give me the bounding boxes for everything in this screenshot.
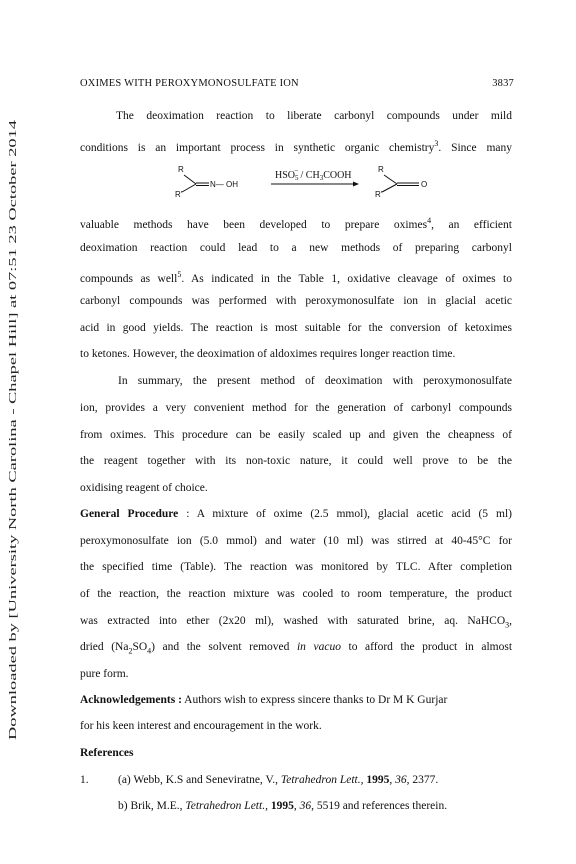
subscript: 4 <box>147 646 152 656</box>
procedure-line-2: peroxymonosulfate ion (5.0 mmol) and water (10 ml) was stirred at 40-45°C for <box>80 535 512 547</box>
ref-year: 1995 <box>267 800 294 812</box>
intro-line-1: The deoximation reaction to liberate carbonyl compounds under mild <box>116 110 512 122</box>
para1-text-3a: compounds as well <box>80 272 178 285</box>
subscript: 2 <box>128 646 133 656</box>
ack-line-2: for his keen interest and encouragement in the work. <box>80 720 322 732</box>
reaction-scheme-svg <box>175 163 435 201</box>
ack-text-1: Authors wish to express sincere thanks to Dr M K Gurjar <box>181 694 448 706</box>
ref-journal: Tetrahedron Lett., <box>280 774 364 786</box>
subscript: 3 <box>505 620 510 630</box>
reference-number: 1. <box>80 774 89 786</box>
procedure-text-5: was extracted into ether (2x20 ml), washed with saturated brine, aq. NaHCO <box>80 615 506 627</box>
para1-line-1 <box>80 213 512 233</box>
procedure-line-6 <box>80 639 512 659</box>
citation-5: 5 <box>177 270 182 279</box>
scheme-r-prime-left: R' <box>175 190 183 199</box>
para1-line-2: deoximation reaction could lead to a new methods of preparing carbonyl <box>80 242 512 254</box>
ref-sep: , <box>389 774 396 786</box>
para1-line-3 <box>80 267 512 287</box>
scheme-r-left: R <box>178 165 184 174</box>
procedure-line-7: pure form. <box>80 668 129 680</box>
ref-authors: b) Brik, M.E., <box>118 800 186 812</box>
download-watermark-svg <box>2 110 22 750</box>
para2-line-5: oxidising reagent of choice. <box>80 482 208 494</box>
procedure-line-1 <box>80 506 512 522</box>
ack-line-1 <box>80 692 512 708</box>
ref-year: 1995 <box>363 774 390 786</box>
para1-text-3b: . As indicated in the Table 1, oxidative cleavage of oximes to <box>181 272 512 285</box>
procedure-line-3: the specified time (Table). The reaction was monitored by TLC. After completion <box>80 561 512 573</box>
bond-rprime-right <box>382 184 397 192</box>
para2-line-4: the reagent together with its non-toxic nature, it could well prove to be the <box>80 455 512 467</box>
para2-line-2: ion, provides a very convenient method for the generation of carbonyl compounds <box>80 402 512 414</box>
scheme-reagent: $HSO_5-$ / $CH_3COOH$ <box>275 166 352 182</box>
references-heading: References <box>80 747 134 759</box>
ref-journal: Tetrahedron Lett., <box>185 800 268 812</box>
citation-3: 3 <box>434 139 439 148</box>
para1-text-end: , an efficient <box>431 218 512 231</box>
page-number: 3837 <box>492 78 514 89</box>
in-vacuo: in vacuo <box>296 641 341 653</box>
procedure-text-5b: , <box>509 615 512 627</box>
ref-pages: , 5519 and references therein. <box>311 800 448 812</box>
para2-line-1: In summary, the present method of deoximation with peroxymonosulfate <box>118 375 512 387</box>
running-header <box>80 78 514 94</box>
bond-r-right <box>384 175 397 184</box>
reference-1b <box>118 798 512 814</box>
procedure-line-5 <box>80 613 512 633</box>
procedure-text-6a: dried (Na <box>80 641 129 653</box>
citation-4: 4 <box>427 216 432 225</box>
ref-pages: , 2377. <box>406 774 439 786</box>
download-watermark-text: Downloaded by [University North Carolina - Chapel Hill] at 07:51 23 October 2014 <box>7 369 19 740</box>
intro-line-2 <box>80 136 512 156</box>
intro-text-end: . Since many <box>438 141 512 154</box>
bond-r-left <box>184 175 196 184</box>
reaction-scheme <box>175 163 435 201</box>
procedure-heading: General Procedure <box>80 508 179 520</box>
para2-line-3: from oximes. This procedure can be easily scaled up and given the cheapness of <box>80 429 512 441</box>
running-title: OXIMES WITH PEROXYMONOSULFATE ION <box>80 78 299 89</box>
reference-1a <box>118 772 512 788</box>
ack-heading: Acknowledgements : <box>80 694 182 706</box>
scheme-oxygen: O <box>421 180 428 189</box>
ref-volume: 36 <box>299 800 312 812</box>
download-watermark <box>2 110 22 750</box>
para1-line-4: carbonyl compounds was performed with peroxymonosulfate ion in glacial acetic <box>80 295 512 307</box>
ref-sep: , <box>293 800 300 812</box>
ref-authors: (a) Webb, K.S and Seneviratne, V., <box>118 774 281 786</box>
procedure-text-6b: SO <box>132 641 148 653</box>
procedure-line-4: of the reaction, the reaction mixture was cooled to room temperature, the product <box>80 588 512 600</box>
procedure-text-6d: to afford the product in almost <box>340 641 513 653</box>
para1-line-6: to ketones. However, the deoximation of aldoximes requires longer reaction time. <box>80 348 456 360</box>
procedure-text-1: : A mixture of oxime (2.5 mmol), glacial acetic acid (5 ml) <box>178 508 512 520</box>
procedure-text-6c: ) and the solvent removed <box>151 641 297 653</box>
scheme-r-prime-right: R' <box>375 190 383 199</box>
intro-text: conditions is an important process in synthetic organic chemistry <box>80 141 435 154</box>
ref-volume: 36 <box>395 774 407 786</box>
scheme-r-right: R <box>378 165 384 174</box>
para1-text: valuable methods have been developed to prepare oximes <box>80 218 428 231</box>
bond-rprime-left <box>182 184 196 192</box>
arrow-head <box>353 182 359 187</box>
scheme-oxime-group: N— OH <box>210 180 238 189</box>
para1-line-5: acid in good yields. The reaction is most suitable for the conversion of ketoximes <box>80 322 512 334</box>
